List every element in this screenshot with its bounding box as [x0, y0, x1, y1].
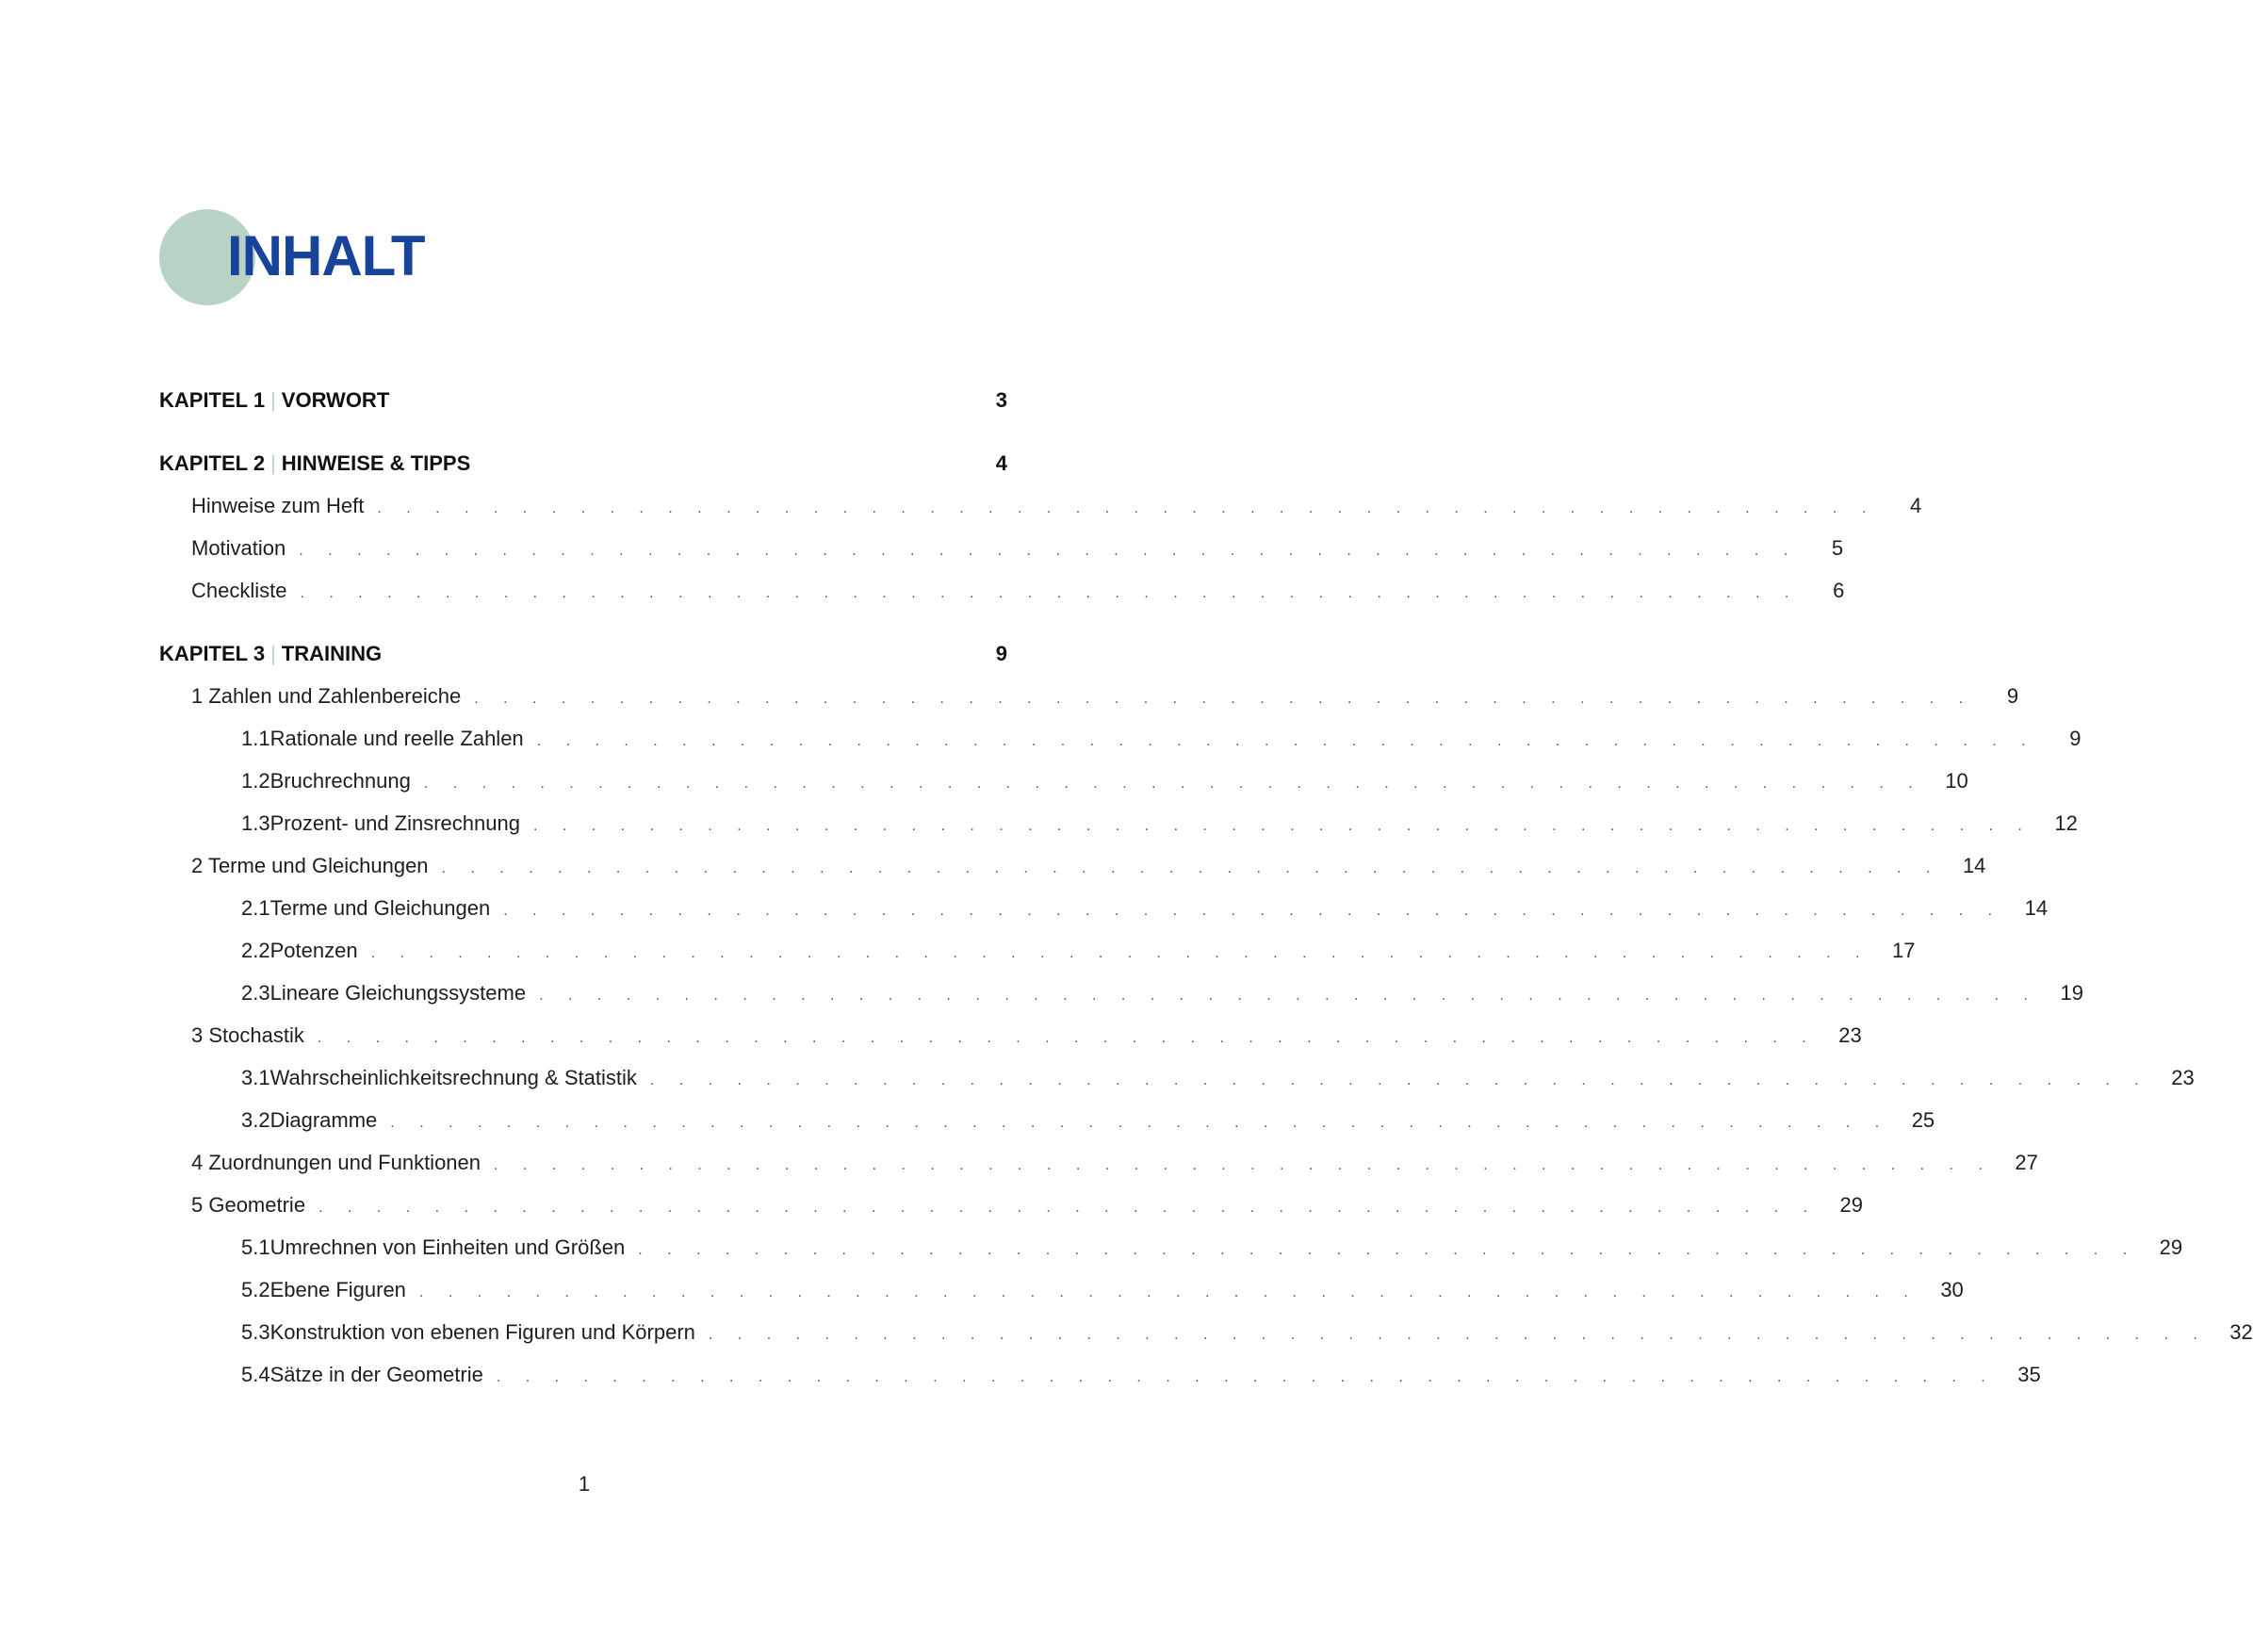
dot-leader: . . . . . . . . . . . . . . . . . . . . . . . . . . . . . . . . . . . . . . . . . . . . . . . . . . . . — [474, 691, 1974, 707]
entry-number: 5.3 — [241, 1320, 270, 1344]
toc-chapter-row[interactable] — [159, 644, 1007, 686]
toc-entry[interactable] — [159, 1151, 2038, 1195]
entry-page-number: 9 — [2069, 727, 2082, 750]
chapter-label: KAPITEL 1 — [159, 388, 266, 412]
entry-page-number: 29 — [2159, 1235, 2183, 1259]
chapter-page-number: 4 — [995, 451, 1007, 475]
toc-chapter-row[interactable] — [159, 390, 1007, 433]
entry-title: Konstruktion von ebenen Figuren und Körpern — [269, 1320, 695, 1344]
chapter-label: KAPITEL 2 — [159, 451, 266, 475]
entry-page-number: 32 — [2229, 1320, 2253, 1344]
page-title: INHALT — [227, 224, 425, 287]
dot-leader: . . . . . . . . . . . . . . . . . . . . . . . . . . . . . . . . . . . . . . . . . . . . . . . . . . . . — [708, 1327, 2208, 1343]
dot-leader: . . . . . . . . . . . . . . . . . . . . . . . . . . . . . . . . . . . . . . . . . . . . . . . . . . . . — [494, 1157, 1993, 1173]
entry-title: Umrechnen von Einheiten und Größen — [269, 1235, 626, 1259]
entry-number: 3.2 — [241, 1108, 270, 1132]
entry-number: 2.1 — [241, 896, 270, 920]
dot-leader: . . . . . . . . . . . . . . . . . . . . . . . . . . . . . . . . . . . . . . . . . . . . . . . . . . . . — [496, 1369, 1996, 1385]
toc-entry[interactable] — [159, 896, 2049, 940]
toc-entry[interactable] — [159, 1193, 1863, 1237]
toc-entry[interactable] — [159, 1278, 1964, 1322]
entry-page-number: 25 — [1911, 1108, 1935, 1132]
dot-leader: . . . . . . . . . . . . . . . . . . . . . . . . . . . . . . . . . . . . . . . . . . . . . . . . . . . . — [390, 1115, 1890, 1131]
dot-leader: . . . . . . . . . . . . . . . . . . . . . . . . . . . . . . . . . . . . . . . . . . . . . . . . . . . . — [318, 1200, 1818, 1216]
toc-entry[interactable] — [159, 727, 2082, 771]
toc-entry[interactable] — [159, 1320, 2253, 1365]
entry-number: 2.3 — [241, 981, 270, 1005]
dot-leader: . . . . . . . . . . . . . . . . . . . . . . . . . . . . . . . . . . . . . . . . . . . . . . . . . . . . — [370, 945, 1870, 961]
entry-number: 1.2 — [241, 769, 270, 793]
toc-entry[interactable] — [159, 536, 1844, 581]
entry-number: 3.1 — [241, 1066, 270, 1089]
entry-number: 5.1 — [241, 1235, 270, 1259]
toc-entry[interactable] — [159, 769, 1968, 813]
entry-page-number: 4 — [1910, 494, 1922, 517]
toc-entry[interactable] — [159, 579, 1845, 623]
toc-entry[interactable] — [159, 1023, 1862, 1068]
toc-entry[interactable] — [159, 494, 1922, 538]
toc-entry[interactable] — [159, 811, 2078, 856]
dot-leader: . . . . . . . . . . . . . . . . . . . . . . . . . . . . . . . . . . . . . . . . . . . . . . . . . . . . — [299, 543, 1799, 559]
dot-leader: . . . . . . . . . . . . . . . . . . . . . . . . . . . . . . . . . . . . . . . . . . . . . . . . . . . . — [441, 860, 1941, 876]
toc-entry[interactable] — [159, 1363, 2041, 1407]
entry-title: Bruchrechnung — [269, 769, 411, 793]
entry-title: 1 Zahlen und Zahlenbereiche — [191, 684, 462, 708]
dot-leader: . . . . . . . . . . . . . . . . . . . . . . . . . . . . . . . . . . . . . . . . . . . . . . . . . . . . — [423, 776, 1923, 792]
entry-number: 1.3 — [241, 811, 270, 835]
entry-title: Checkliste — [191, 579, 287, 602]
chapter-title: TRAINING — [281, 642, 383, 665]
toc-entry[interactable] — [159, 854, 1986, 898]
entry-title: Lineare Gleichungssysteme — [269, 981, 527, 1005]
entry-title: Sätze in der Geometrie — [269, 1363, 483, 1386]
entry-title: Hinweise zum Heft — [191, 494, 365, 517]
dot-leader: . . . . . . . . . . . . . . . . . . . . . . . . . . . . . . . . . . . . . . . . . . . . . . . . . . . . — [503, 903, 2003, 919]
entry-number: 5.4 — [241, 1363, 270, 1386]
dot-leader: . . . . . . . . . . . . . . . . . . . . . . . . . . . . . . . . . . . . . . . . . . . . . . . . . . . . — [536, 733, 2036, 749]
toc-chapter-row[interactable] — [159, 453, 1007, 496]
entry-page-number: 23 — [1838, 1023, 1862, 1047]
toc-entry[interactable] — [159, 1108, 1935, 1153]
entry-page-number: 17 — [1891, 939, 1916, 962]
dot-leader: . . . . . . . . . . . . . . . . . . . . . . . . . . . . . . . . . . . . . . . . . . . . . . . . . . . . — [539, 988, 2038, 1004]
entry-page-number: 14 — [2024, 896, 2049, 920]
chapter-separator: | — [270, 642, 276, 665]
page-heading — [159, 209, 536, 307]
toc-entry[interactable] — [159, 1066, 2195, 1110]
entry-page-number: 5 — [1831, 536, 1844, 560]
toc-entry[interactable] — [159, 981, 2083, 1025]
entry-page-number: 19 — [2060, 981, 2083, 1005]
entry-title: 2 Terme und Gleichungen — [191, 854, 429, 877]
entry-title: Diagramme — [269, 1108, 378, 1132]
entry-title: Rationale und reelle Zahlen — [269, 727, 524, 750]
entry-page-number: 6 — [1833, 579, 1845, 602]
entry-page-number: 27 — [2015, 1151, 2038, 1174]
entry-page-number: 23 — [2171, 1066, 2195, 1089]
entry-page-number: 30 — [1940, 1278, 1964, 1301]
entry-page-number: 9 — [2006, 684, 2019, 708]
entry-page-number: 29 — [1839, 1193, 1863, 1217]
chapter-title: VORWORT — [281, 388, 390, 412]
chapter-label: KAPITEL 3 — [159, 642, 266, 665]
entry-title: Ebene Figuren — [269, 1278, 406, 1301]
entry-page-number: 35 — [2017, 1363, 2041, 1386]
table-of-contents — [159, 388, 2253, 1407]
entry-number: 5.2 — [241, 1278, 270, 1301]
chapter-page-number: 3 — [995, 388, 1007, 412]
dot-leader: . . . . . . . . . . . . . . . . . . . . . . . . . . . . . . . . . . . . . . . . . . . . . . . . . . . . — [377, 500, 1877, 516]
entry-title: 4 Zuordnungen und Funktionen — [191, 1151, 482, 1174]
entry-number: 1.1 — [241, 727, 270, 750]
entry-title: Motivation — [191, 536, 286, 560]
entry-title: 3 Stochastik — [191, 1023, 304, 1047]
entry-title: Wahrscheinlichkeitsrechnung & Statistik — [269, 1066, 637, 1089]
dot-leader: . . . . . . . . . . . . . . . . . . . . . . . . . . . . . . . . . . . . . . . . . . . . . . . . . . . . — [418, 1284, 1918, 1300]
chapter-separator: | — [270, 388, 276, 412]
page-number: 1 — [578, 1472, 591, 1496]
dot-leader: . . . . . . . . . . . . . . . . . . . . . . . . . . . . . . . . . . . . . . . . . . . . . . . . . . . . — [300, 585, 1800, 601]
entry-title: Potenzen — [269, 939, 358, 962]
dot-leader: . . . . . . . . . . . . . . . . . . . . . . . . . . . . . . . . . . . . . . . . . . . . . . . . . . . . — [317, 1030, 1817, 1046]
entry-title: Prozent- und Zinsrechnung — [269, 811, 520, 835]
chapter-separator: | — [270, 451, 276, 475]
entry-title: Terme und Gleichungen — [269, 896, 491, 920]
chapter-title: HINWEISE & TIPPS — [281, 451, 471, 475]
toc-entry[interactable] — [159, 939, 1916, 983]
entry-page-number: 14 — [1962, 854, 1986, 877]
dot-leader: . . . . . . . . . . . . . . . . . . . . . . . . . . . . . . . . . . . . . . . . . . . . . . . . . . . . — [649, 1072, 2149, 1088]
entry-page-number: 10 — [1945, 769, 1968, 793]
chapter-page-number: 9 — [995, 642, 1007, 665]
toc-entry[interactable] — [159, 1235, 2183, 1280]
entry-page-number: 12 — [2054, 811, 2078, 835]
dot-leader: . . . . . . . . . . . . . . . . . . . . . . . . . . . . . . . . . . . . . . . . . . . . . . . . . . . . — [638, 1242, 2138, 1258]
entry-number: 2.2 — [241, 939, 270, 962]
entry-title: 5 Geometrie — [191, 1193, 306, 1217]
toc-entry[interactable] — [159, 684, 2019, 728]
dot-leader: . . . . . . . . . . . . . . . . . . . . . . . . . . . . . . . . . . . . . . . . . . . . . . . . . . . . — [532, 818, 2033, 834]
